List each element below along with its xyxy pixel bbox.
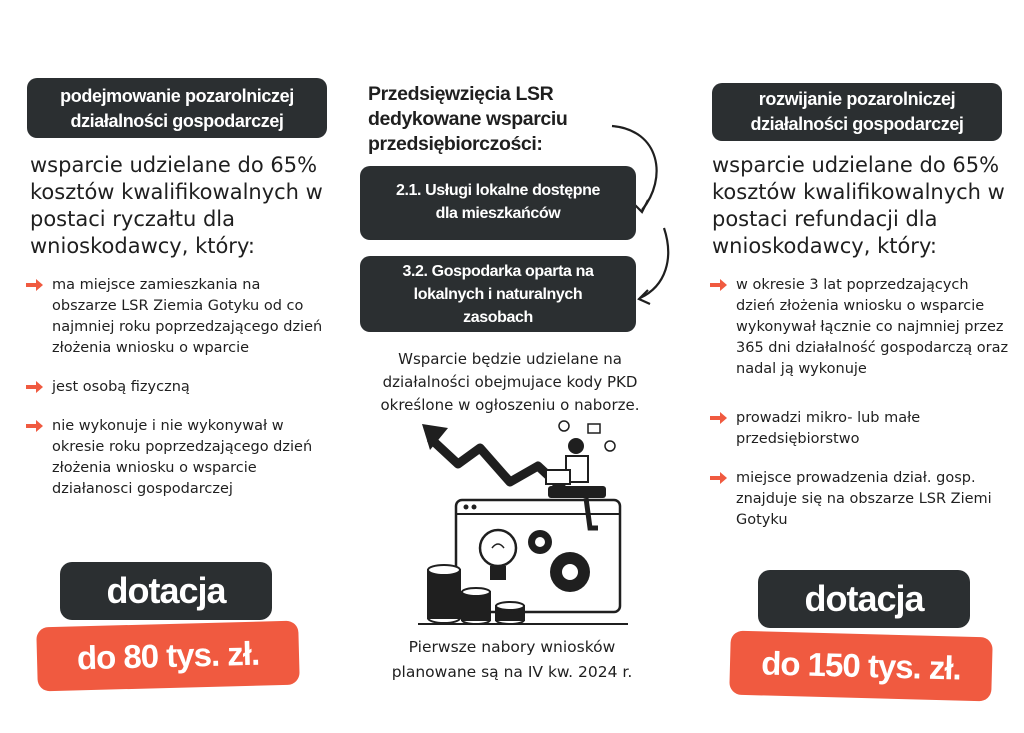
arrow-right-icon <box>710 472 727 484</box>
right-bullet-text: w okresie 3 lat poprzedzających dzień złożenia wniosku o wsparcie wykonywał łącznie co najmniej przez 365 dni działalność gospodarczą oraz nadal ją wykonuje <box>736 277 1009 377</box>
left-heading-line: podejmowanie pozarolniczej <box>60 86 294 106</box>
left-bullet-text: ma miejsce zamieszkania na obszarze LSR Ziemia Gotyku od co najmniej roku poprzedzającego dzień złożenia wniosku o wparcie <box>52 277 323 356</box>
list-item <box>26 275 326 359</box>
center-box-1 <box>360 166 636 240</box>
left-intro-line: postaci ryczałtu dla <box>30 207 235 231</box>
center-footer <box>362 635 662 685</box>
center-note <box>360 348 660 417</box>
left-intro-line: wnioskodawcy, który: <box>30 234 255 258</box>
left-bullet-text: nie wykonuje i nie wykonywał w okresie roku poprzedzającego dzień złożenia wniosku o wsparcie działanosci gospodarczej <box>52 418 313 497</box>
left-heading-line: działalności gospodarczej <box>70 111 284 131</box>
center-title-line: Przedsięwzięcia LSR <box>368 83 554 105</box>
center-box-line: zasobach <box>463 309 533 326</box>
center-box-line: 3.2. Gospodarka oparta na <box>402 263 594 280</box>
right-heading-line: rozwijanie pozarolniczej <box>758 89 956 109</box>
center-note-line: określone w ogłoszeniu o naborze. <box>380 396 640 414</box>
arrow-right-icon <box>710 279 727 291</box>
left-intro-line: wsparcie udzielane do 65% <box>30 153 318 177</box>
list-item <box>710 408 1010 450</box>
center-box-line: 2.1. Usługi lokalne dostępne <box>396 182 600 199</box>
right-bullet-list <box>710 275 1010 531</box>
left-dotacja-badge: dotacja <box>60 562 272 620</box>
right-amount-badge: do 150 tys. zł. <box>729 631 993 702</box>
center-footer-line: Pierwsze nabory wniosków <box>408 638 616 656</box>
right-heading-line: działalności gospodarczej <box>750 114 964 134</box>
right-intro-line: postaci refundacji dla <box>712 207 938 231</box>
left-intro-line: kosztów kwalifikowalnych w <box>30 180 323 204</box>
center-box-line: dla mieszkańców <box>435 205 561 222</box>
left-heading <box>27 78 327 138</box>
right-intro-line: wnioskodawcy, który: <box>712 234 937 258</box>
list-item <box>26 377 326 398</box>
arrow-right-icon <box>26 381 43 393</box>
right-bullet-text: prowadzi mikro- lub małe przedsiębiorstwo <box>736 410 921 447</box>
center-footer-line: planowane są na IV kw. 2024 r. <box>391 663 633 681</box>
business-growth-illustration <box>418 420 628 630</box>
center-box-2 <box>360 256 636 332</box>
left-amount-badge: do 80 tys. zł. <box>36 621 300 692</box>
list-item <box>710 275 1010 380</box>
arrow-right-icon <box>26 420 43 432</box>
arrow-right-icon <box>26 279 43 291</box>
right-dotacja-badge: dotacja <box>758 570 970 628</box>
center-box-line: lokalnych i naturalnych <box>413 286 583 303</box>
left-bullet-text: jest osobą fizyczną <box>52 379 190 395</box>
left-intro <box>30 152 350 260</box>
center-title-line: dedykowane wsparciu <box>368 108 568 130</box>
center-note-line: działalności obejmujace kody PKD <box>382 373 638 391</box>
list-item <box>26 416 326 500</box>
left-bullet-list <box>26 275 326 500</box>
right-intro <box>712 152 1024 260</box>
right-bullet-text: miejsce prowadzenia dział. gosp. znajduje się na obszarze LSR Ziemi Gotyku <box>736 470 992 528</box>
right-heading <box>712 83 1002 141</box>
center-title-line: przedsiębiorczości: <box>368 133 543 155</box>
right-intro-line: kosztów kwalifikowalnych w <box>712 180 1005 204</box>
list-item <box>710 468 1010 531</box>
center-note-line: Wsparcie będzie udzielane na <box>398 350 622 368</box>
arrow-right-icon <box>710 412 727 424</box>
right-intro-line: wsparcie udzielane do 65% <box>712 153 1000 177</box>
